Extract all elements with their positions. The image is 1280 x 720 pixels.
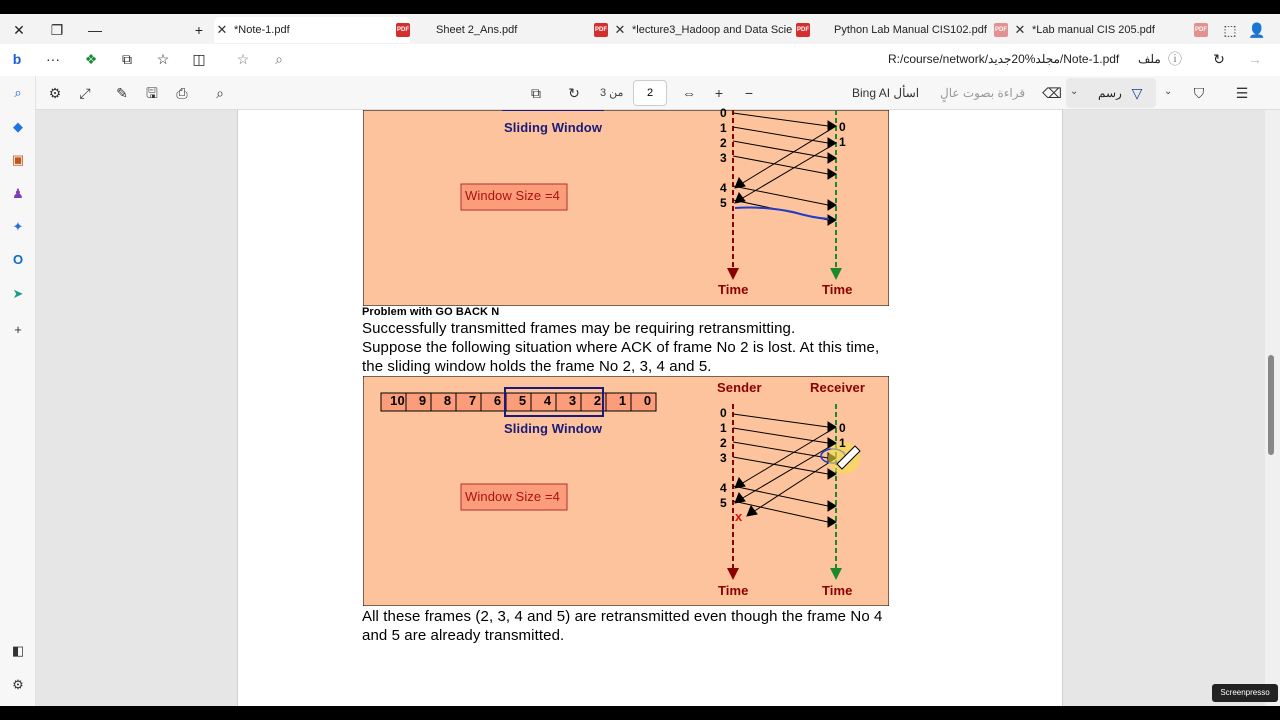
eraser-icon[interactable]: ⌫: [1042, 85, 1062, 101]
top-strip: [0, 0, 1280, 14]
highlight-icon[interactable]: ⛉: [1193, 85, 1205, 101]
page-number-input[interactable]: 2: [633, 80, 667, 106]
chevron-down-icon[interactable]: ⌄: [1164, 86, 1173, 97]
pdf-icon: PDF: [594, 23, 608, 37]
tools-icon[interactable]: ▣: [11, 152, 25, 167]
receiver-label: Receiver: [810, 380, 866, 395]
file-label: ملف: [1138, 52, 1161, 66]
sender-numbers: 0 1 2 3 4 5: [720, 106, 727, 210]
tab-label: *Lab manual CIS 205.pdf: [1032, 24, 1155, 36]
scrollbar-thumb[interactable]: [1268, 355, 1274, 455]
profile-icon[interactable]: 👤: [1248, 22, 1266, 38]
sender-label: Sender: [717, 380, 762, 395]
ask-bing-button[interactable]: Bing AI اسأل: [852, 86, 920, 100]
tab-lecture3[interactable]: [612, 17, 810, 43]
minimize-icon[interactable]: —: [88, 22, 102, 38]
rotate-icon[interactable]: ↻: [568, 85, 580, 101]
settings-icon[interactable]: ⚙: [12, 677, 24, 692]
receiver-time-label: Time: [822, 282, 853, 297]
sliding-window-label: Sliding Window: [504, 120, 603, 135]
paragraph-line-2: Suppose the following situation where ACK of frame No 2 is lost. At this time,: [362, 339, 880, 356]
tab-close-icon[interactable]: ✕: [1014, 22, 1026, 37]
sender-numbers: 0 1 2 3 4 5: [720, 406, 727, 510]
settings-icon[interactable]: ⚙: [48, 85, 62, 101]
collections-icon[interactable]: ⧉: [122, 51, 132, 67]
tab-close-icon[interactable]: ✕: [216, 22, 228, 37]
games-icon[interactable]: ♟: [12, 186, 24, 201]
pdf-icon: PDF: [994, 23, 1008, 37]
tab-sheet-2[interactable]: [414, 17, 608, 43]
tab-python-lab[interactable]: [812, 17, 1008, 43]
new-tab-icon[interactable]: +: [194, 22, 204, 38]
search-page-icon[interactable]: ⌕: [275, 51, 283, 67]
zoom-out-icon[interactable]: −: [744, 85, 754, 101]
more-icon[interactable]: ···: [46, 51, 60, 67]
top-diagram: [363, 110, 889, 306]
tab-lab-manual[interactable]: [1012, 17, 1208, 43]
copilot-icon[interactable]: ✦: [12, 219, 24, 234]
chevron-down-icon[interactable]: ⌄: [1070, 86, 1079, 97]
contents-icon[interactable]: ☰: [1235, 85, 1249, 101]
paragraph-line-5: and 5 are already transmitted.: [362, 627, 565, 644]
read-aloud-button[interactable]: قراءة بصوت عالٍ: [940, 86, 1026, 100]
receiver-numbers: 0 1: [839, 120, 846, 149]
close-window-icon[interactable]: ✕: [13, 22, 25, 38]
bottom-diagram: [363, 376, 889, 606]
zoom-in-icon[interactable]: +: [714, 85, 724, 101]
sender-time-label: Time: [718, 583, 749, 598]
draw-label: رسم: [1098, 86, 1122, 100]
send-icon[interactable]: ➤: [12, 286, 24, 301]
sliding-window-label: Sliding Window: [504, 421, 603, 436]
page-view-icon[interactable]: ⧉: [531, 85, 541, 101]
tracking-icon[interactable]: ❖: [84, 51, 98, 67]
split-screen-icon[interactable]: ◫: [192, 51, 206, 67]
paragraph-line-1: Successfully transmitted frames may be requiring retransmitting.: [362, 320, 796, 337]
forward-icon[interactable]: →: [1248, 51, 1262, 67]
sidebar: [0, 76, 36, 706]
screenpresso-watermark: Screenpresso: [1212, 684, 1278, 702]
bing-icon[interactable]: b: [12, 51, 22, 67]
fit-width-icon[interactable]: ⇔: [682, 85, 696, 101]
tab-label: *lecture3_Hadoop and Data Scie: [632, 24, 793, 36]
bottom-strip: [0, 706, 1280, 720]
tab-label: Python Lab Manual CIS102.pdf: [834, 24, 987, 36]
tab-overview-icon[interactable]: ⬚: [1223, 22, 1237, 38]
save-icon[interactable]: 🖫: [146, 85, 158, 101]
tab-note-1[interactable]: [214, 17, 410, 43]
tab-label: *Note-1.pdf: [234, 24, 290, 36]
print-icon[interactable]: ⎙: [176, 85, 188, 101]
sidebar-toggle-icon[interactable]: ◧: [11, 643, 25, 658]
pdf-icon: PDF: [796, 23, 810, 37]
edit-icon[interactable]: ✎: [116, 85, 128, 101]
shopping-icon[interactable]: ◆: [13, 119, 23, 134]
refresh-icon[interactable]: ↻: [1213, 51, 1225, 67]
sender-time-label: Time: [718, 282, 749, 297]
problem-heading: Problem with GO BACK N: [362, 306, 500, 318]
add-sidebar-icon[interactable]: +: [14, 322, 22, 337]
search-icon[interactable]: ⌕: [14, 85, 22, 100]
pen-icon[interactable]: ▽: [1131, 85, 1143, 101]
frame-numbers: 10 9 8 7 6 5 4 3 2 1 0: [390, 393, 652, 408]
receiver-time-label: Time: [822, 583, 853, 598]
search-icon[interactable]: ⌕: [216, 85, 224, 101]
window-size-label: Window Size =4: [465, 489, 560, 504]
outlook-icon[interactable]: O: [12, 252, 24, 267]
add-favorite-icon[interactable]: ☆: [236, 51, 250, 67]
pdf-icon: PDF: [1194, 23, 1208, 37]
page-of-label: من 3: [600, 87, 624, 99]
address-url[interactable]: R:/course/network/مجلد%20جديد/Note-1.pdf: [888, 52, 1120, 66]
receiver-numbers: 0 1: [839, 421, 846, 450]
lost-ack-mark: x: [735, 509, 743, 524]
window-size-label: Window Size =4: [465, 188, 560, 203]
tab-label: Sheet 2_Ans.pdf: [436, 24, 518, 36]
info-icon[interactable]: ⓘ: [1168, 51, 1182, 67]
paragraph-line-4: All these frames (2, 3, 4 and 5) are retransmitted even though the frame No 4: [362, 608, 883, 625]
favorites-icon[interactable]: ☆: [156, 51, 170, 67]
tab-actions-icon[interactable]: ❐: [50, 22, 64, 38]
tab-close-icon[interactable]: ✕: [614, 22, 626, 37]
paragraph-line-3: the sliding window holds the frame No 2, 3, 4 and 5.: [362, 358, 712, 375]
fullscreen-icon[interactable]: ⤢: [79, 85, 91, 101]
pdf-icon: PDF: [396, 23, 410, 37]
